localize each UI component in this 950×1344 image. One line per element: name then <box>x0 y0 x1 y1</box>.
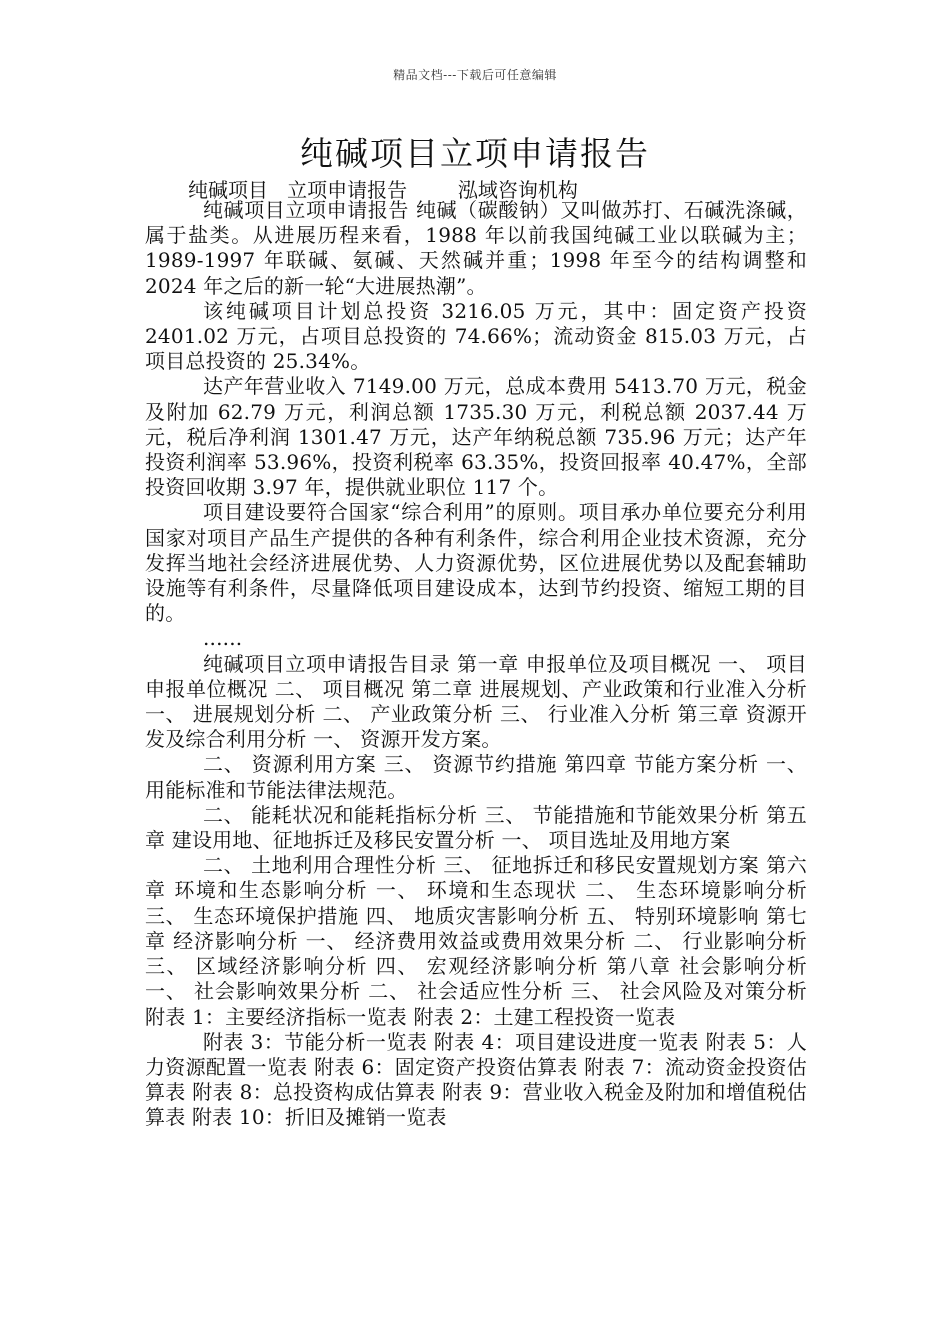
paragraph-ellipsis: ...... <box>203 626 243 651</box>
paragraph-revenue: 达产年营业收入 7149.00 万元，总成本费用 5413.70 万元，税金及附加 62.79 万元，利润总额 1735.30 万元，利税总额 2037.44 万元，税后净利润 1301.47 万元，达产年纳税总额 735.96 万元；达产年投资利润率 53.96%，投资利税率 63.35%，投资回报率 40.47%，全部投资回收期 3.97 年，提供就业职位 117 个。 <box>145 374 807 500</box>
paragraph-investment: 该纯碱项目计划总投资 3216.05 万元，其中：固定资产投资 2401.02 万元，占项目总投资的 74.66%；流动资金 815.03 万元，占项目总投资的 25.34%。 <box>145 298 807 374</box>
paragraph-toc-1: 纯碱项目立项申请报告目录 第一章 申报单位及项目概况 一、 项目申报单位概况 二、 项目概况 第二章 进展规划、产业政策和行业准入分析 一、 进展规划分析 二、 产业政策分析 三、 行业准入分析 第三章 资源开发及综合利用分析 一、 资源开发方案。 <box>145 651 807 752</box>
paragraph-toc-2: 二、 资源利用方案 三、 资源节约措施 第四章 节能方案分析 一、 用能标准和节能法律法规范。 <box>145 752 807 802</box>
paragraph-principle: 项目建设要符合国家“综合利用”的原则。项目承办单位要充分利用国家对项目产品生产提供的各种有利条件，综合利用企业技术资源，充分发挥当地社会经济进展优势、人力资源优势，区位进展优势以及配套辅助设施等有利条件，尽量降低项目建设成本，达到节约投资、缩短工期的目的。 <box>145 500 807 626</box>
document-title: 纯碱项目立项申请报告 <box>300 134 650 173</box>
document-subtitle: 纯碱项目 立项申请报告 泓域咨询机构 <box>188 178 578 202</box>
paragraph-toc-3: 二、 能耗状况和能耗指标分析 三、 节能措施和节能效果分析 第五章 建设用地、征地拆迁及移民安置分析 一、 项目选址及用地方案 <box>145 802 807 853</box>
document-body <box>145 198 807 1131</box>
header-note: 精品文档---下载后可任意编辑 <box>393 68 557 82</box>
paragraph-intro: 纯碱项目立项申请报告 纯碱（碳酸钠）又叫做苏打、石碱洗涤碱，属于盐类。从进展历程来看，1988 年以前我国纯碱工业以联碱为主；1989-1997 年联碱、氨碱、天然碱并重；1998 年至今的结构调整和 2024 年之后的新一轮“大进展热潮”。 <box>145 198 807 298</box>
paragraph-toc-5: 附表 3：节能分析一览表 附表 4：项目建设进度一览表 附表 5：人力资源配置一览表 附表 6：固定资产投资估算表 附表 7：流动资金投资估算表 附表 8：总投资构成估算表 附表 9：营业收入税金及附加和增值税估算表 附表 10：折旧及摊销一览表 <box>145 1029 807 1130</box>
paragraph-toc-4: 二、 土地利用合理性分析 三、 征地拆迁和移民安置规划方案 第六章 环境和生态影响分析 一、 环境和生态现状 二、 生态环境影响分析 三、 生态环境保护措施 四、 地质灾害影响分析 五、 特别环境影响 第七章 经济影响分析 一、 经济费用效益或费用效果分析 二、 行业影响分析 三、 区域经济影响分析 四、 宏观经济影响分析 第八章 社会影响分析 一、 社会影响效果分析 二、 社会适应性分析 三、 社会风险及对策分析 附表 1：主要经济指标一览表 附表 2：土建工程投资一览表 <box>145 853 807 1029</box>
